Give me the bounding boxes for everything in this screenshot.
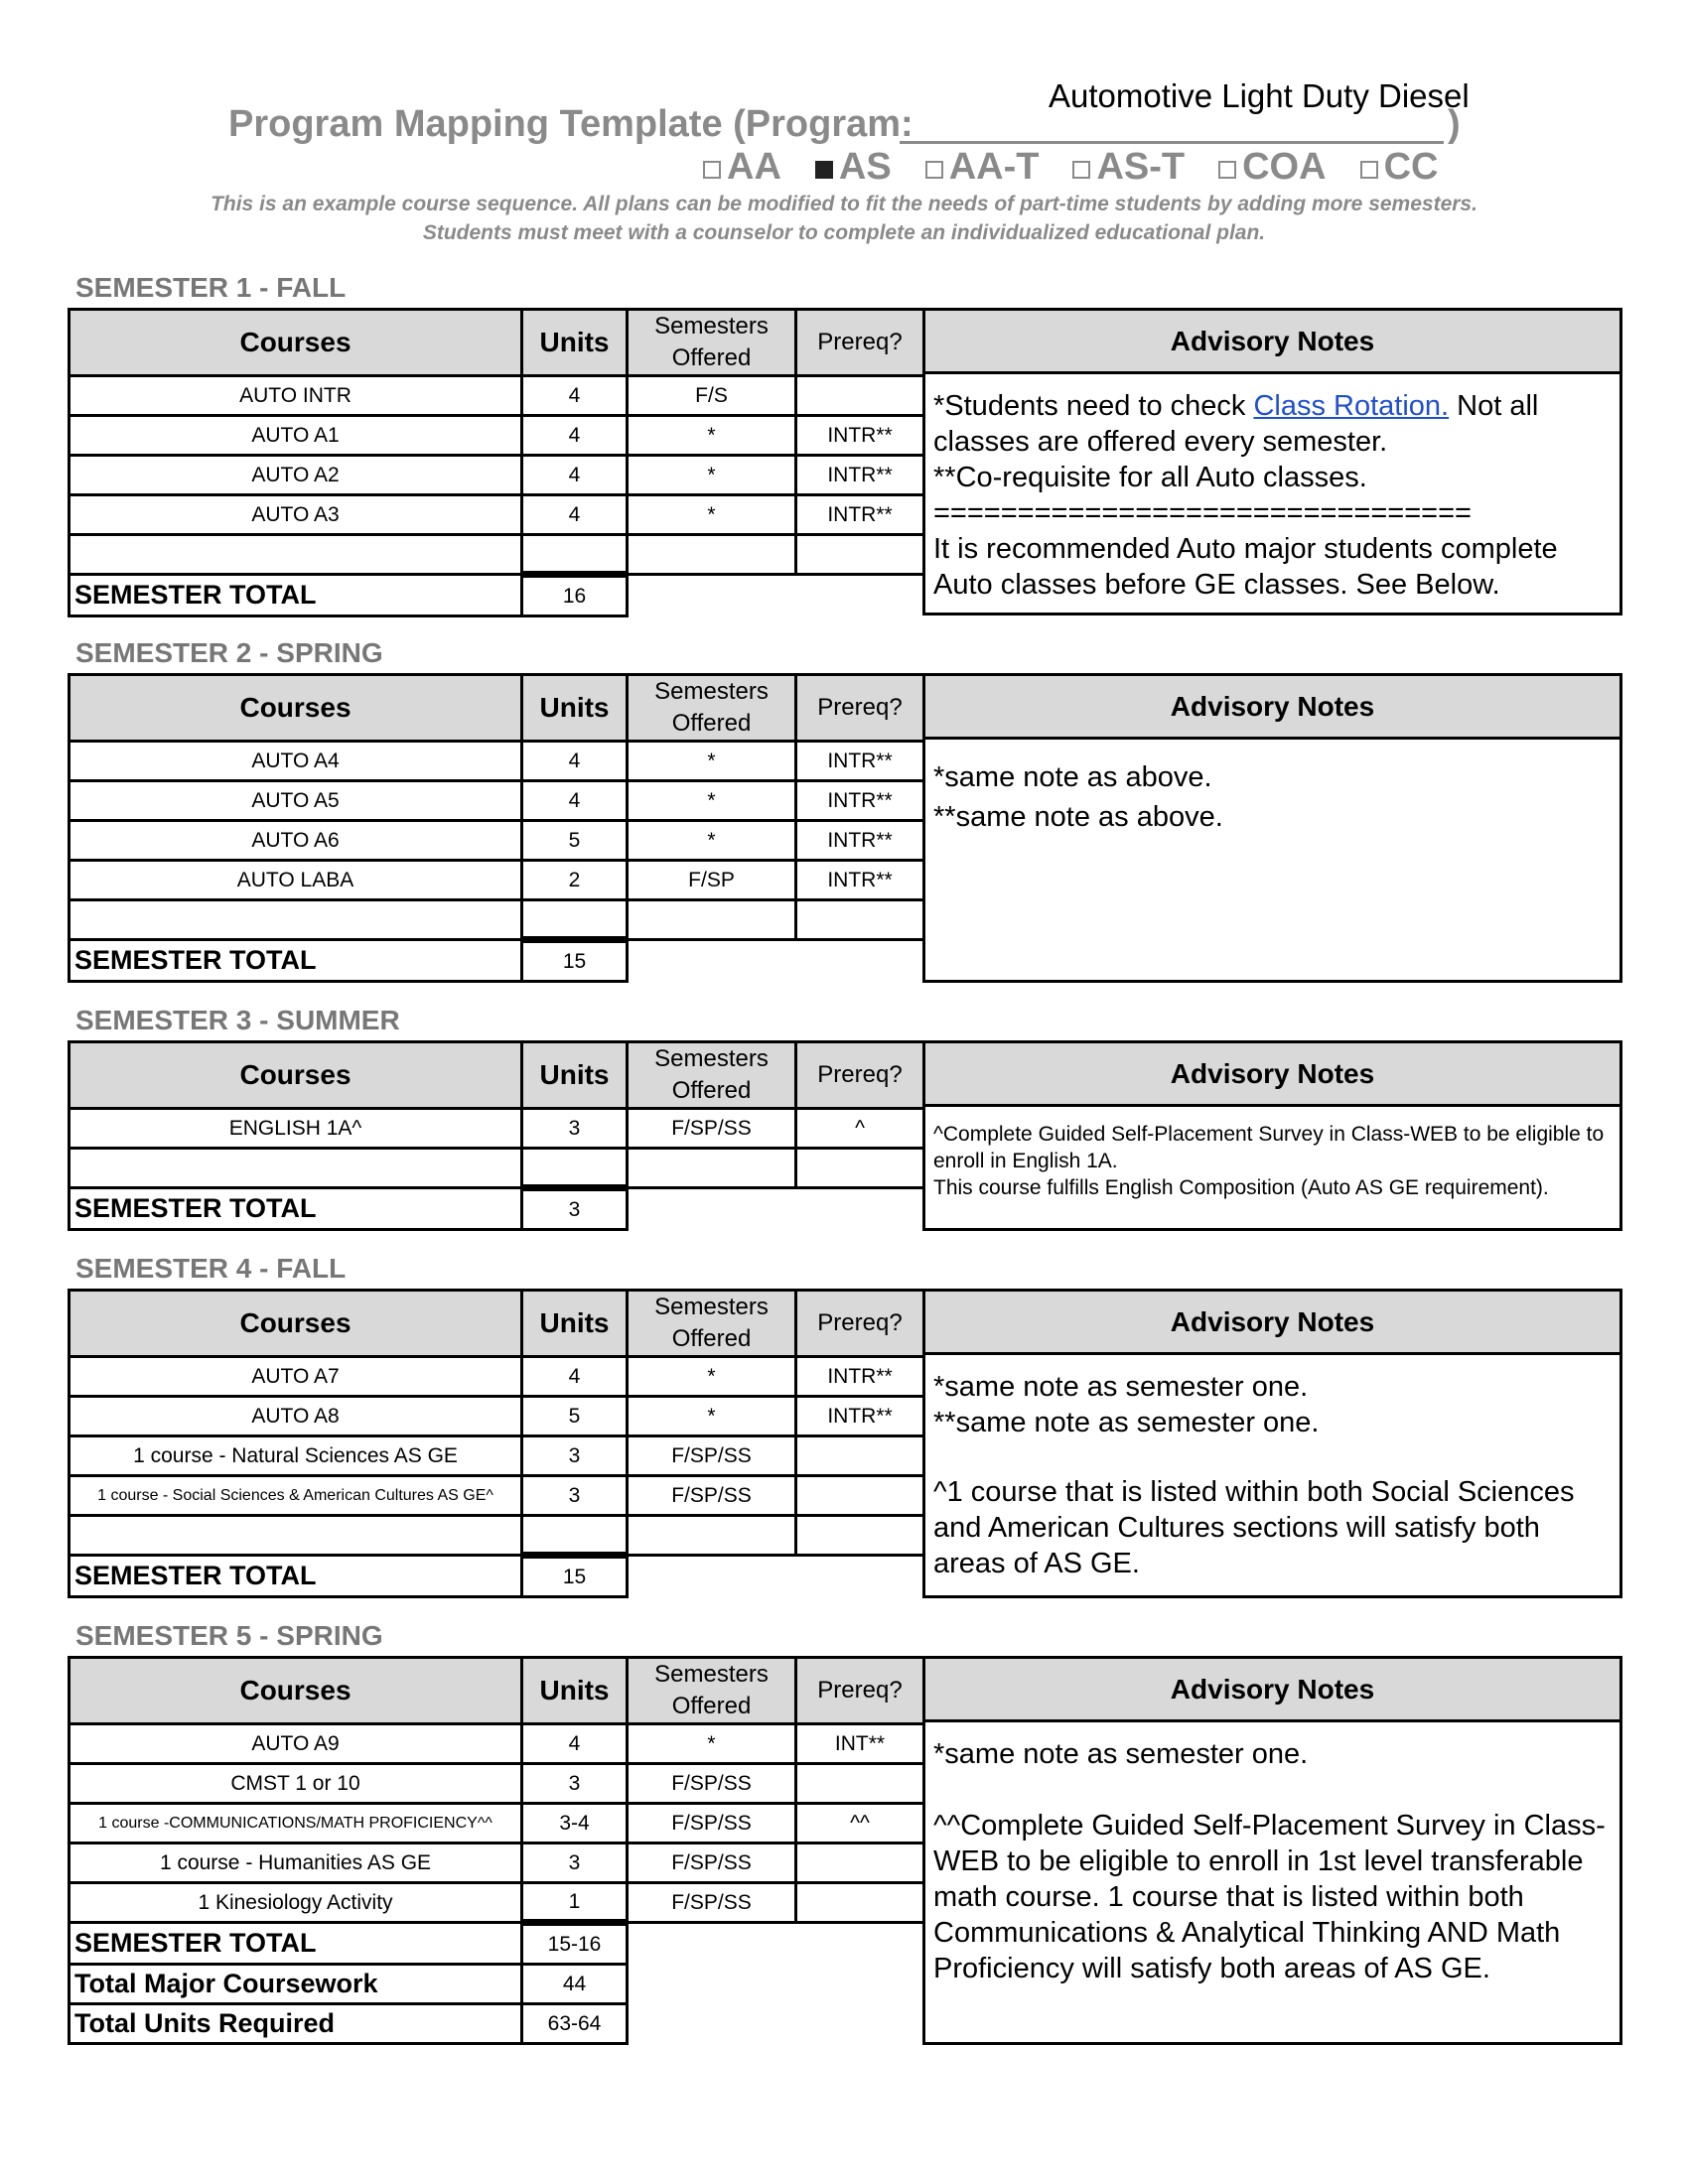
header-units: Units bbox=[522, 1658, 628, 1724]
note-line: *same note as semester one. bbox=[933, 1738, 1309, 1770]
semester-total-label: SEMESTER TOTAL bbox=[70, 575, 522, 616]
units-cell: 3 bbox=[522, 1843, 628, 1883]
course-table bbox=[68, 1656, 925, 2045]
table-header-row bbox=[70, 675, 924, 742]
semester-total-label: SEMESTER TOTAL bbox=[70, 1556, 522, 1597]
course-table bbox=[68, 1289, 925, 1598]
offered-cell: * bbox=[628, 742, 796, 781]
course-cell: AUTO A8 bbox=[70, 1397, 522, 1436]
offered-cell: * bbox=[628, 781, 796, 821]
note-line: It is recommended Auto major students complete Auto classes before GE classes. See Below. bbox=[933, 533, 1558, 601]
offered-cell bbox=[628, 1516, 796, 1556]
header-prereq: Prereq? bbox=[796, 1042, 924, 1109]
prereq-cell bbox=[796, 1843, 924, 1883]
course-cell: AUTO A6 bbox=[70, 821, 522, 861]
course-cell: AUTO A1 bbox=[70, 416, 522, 456]
semester-title: SEMESTER 1 - FALL bbox=[75, 272, 347, 303]
prereq-cell bbox=[796, 1149, 924, 1188]
header-units: Units bbox=[522, 310, 628, 376]
prereq-cell: INTR** bbox=[796, 781, 924, 821]
units-cell: 2 bbox=[522, 861, 628, 900]
note-text: Not all classes are offered every semester. bbox=[933, 390, 1539, 458]
units-cell: 4 bbox=[522, 495, 628, 535]
semester-total-value: 15-16 bbox=[522, 1923, 628, 1965]
course-cell: AUTO A9 bbox=[70, 1724, 522, 1764]
units-cell: 4 bbox=[522, 376, 628, 416]
empty-cell bbox=[628, 1923, 796, 1965]
table-header-row bbox=[70, 310, 924, 376]
offered-cell bbox=[628, 1149, 796, 1188]
units-cell: 4 bbox=[522, 742, 628, 781]
table-row bbox=[70, 1764, 924, 1804]
semester-total-row bbox=[70, 940, 924, 982]
offered-cell: F/S bbox=[628, 376, 796, 416]
title-closing-paren: ) bbox=[1448, 103, 1461, 145]
empty-cell bbox=[796, 1188, 924, 1230]
semester-3-section bbox=[68, 1003, 1624, 1233]
header-semesters-offered: Semesters Offered bbox=[628, 1291, 796, 1357]
prereq-cell: ^ bbox=[796, 1109, 924, 1149]
units-cell bbox=[522, 535, 628, 575]
degree-label: COA bbox=[1242, 146, 1327, 188]
course-table bbox=[68, 673, 925, 983]
program-name: Automotive Light Duty Diesel bbox=[1049, 77, 1470, 114]
course-cell: AUTO A2 bbox=[70, 456, 522, 495]
total-major-row bbox=[70, 1965, 924, 2004]
degree-option-coa[interactable] bbox=[1218, 146, 1326, 189]
offered-cell: * bbox=[628, 1724, 796, 1764]
table-row bbox=[70, 1843, 924, 1883]
degree-label: CC bbox=[1383, 146, 1439, 188]
semester-5-section bbox=[68, 1618, 1624, 2045]
empty-cell bbox=[796, 2004, 924, 2044]
advisory-notes-box bbox=[922, 1040, 1622, 1231]
total-units-label: Total Units Required bbox=[70, 2004, 522, 2044]
units-cell: 4 bbox=[522, 781, 628, 821]
degree-option-aa-t[interactable] bbox=[925, 146, 1040, 189]
page-title: Program Mapping Template (Program: bbox=[228, 103, 914, 145]
table-row bbox=[70, 416, 924, 456]
note-line: This course fulfills English Composition (Auto AS GE requirement). bbox=[933, 1176, 1549, 1199]
header-prereq: Prereq? bbox=[796, 675, 924, 742]
table-row bbox=[70, 535, 924, 575]
course-cell: 1 Kinesiology Activity bbox=[70, 1883, 522, 1923]
prereq-cell: INTR** bbox=[796, 1357, 924, 1397]
advisory-notes-body bbox=[925, 1107, 1619, 1211]
offered-cell: * bbox=[628, 1397, 796, 1436]
header-units: Units bbox=[522, 1042, 628, 1109]
course-cell: AUTO A3 bbox=[70, 495, 522, 535]
table-row bbox=[70, 742, 924, 781]
total-units-value: 63-64 bbox=[522, 2004, 628, 2044]
degree-label: AS-T bbox=[1096, 146, 1186, 188]
offered-cell: * bbox=[628, 456, 796, 495]
offered-cell: F/SP/SS bbox=[628, 1883, 796, 1923]
advisory-notes-body bbox=[925, 1355, 1619, 1591]
note-separator: ================================ bbox=[933, 497, 1472, 529]
units-cell: 3 bbox=[522, 1764, 628, 1804]
table-header-row bbox=[70, 1042, 924, 1109]
advisory-notes-body bbox=[925, 374, 1619, 613]
course-cell: 1 course - Natural Sciences AS GE bbox=[70, 1436, 522, 1476]
empty-cell bbox=[628, 1965, 796, 2004]
offered-cell: F/SP/SS bbox=[628, 1804, 796, 1843]
semester-1-section bbox=[68, 270, 1624, 617]
units-cell: 4 bbox=[522, 456, 628, 495]
prereq-cell: INTR** bbox=[796, 495, 924, 535]
offered-cell: F/SP/SS bbox=[628, 1476, 796, 1516]
offered-cell: F/SP bbox=[628, 861, 796, 900]
units-cell: 5 bbox=[522, 821, 628, 861]
note-line: ^^Complete Guided Self-Placement Survey in Class-WEB to be eligible to enroll in 1st level transferable math course. 1 course that is listed within both Communications & Analytical Thinking AND Math Proficiency will satisfy both areas of AS GE. bbox=[933, 1810, 1606, 1984]
header-courses: Courses bbox=[70, 1291, 522, 1357]
units-cell: 5 bbox=[522, 1397, 628, 1436]
semester-title: SEMESTER 3 - SUMMER bbox=[75, 1005, 400, 1035]
checkbox-icon[interactable] bbox=[1360, 161, 1378, 179]
prereq-cell: INTR** bbox=[796, 416, 924, 456]
prereq-cell bbox=[796, 1476, 924, 1516]
course-cell: AUTO A7 bbox=[70, 1357, 522, 1397]
header-semesters-offered: Semesters Offered bbox=[628, 1042, 796, 1109]
course-cell: 1 course - Humanities AS GE bbox=[70, 1843, 522, 1883]
prereq-cell: INTR** bbox=[796, 821, 924, 861]
advisory-notes-header: Advisory Notes bbox=[925, 676, 1619, 740]
semester-total-row bbox=[70, 1188, 924, 1230]
course-table bbox=[68, 308, 925, 617]
prereq-cell: INT** bbox=[796, 1724, 924, 1764]
table-row bbox=[70, 376, 924, 416]
table-row bbox=[70, 861, 924, 900]
advisory-notes-header: Advisory Notes bbox=[925, 1043, 1619, 1107]
prereq-cell: ^^ bbox=[796, 1804, 924, 1843]
prereq-cell: INTR** bbox=[796, 1397, 924, 1436]
units-cell: 1 bbox=[522, 1883, 628, 1923]
prereq-cell bbox=[796, 376, 924, 416]
course-cell bbox=[70, 900, 522, 940]
empty-cell bbox=[628, 1188, 796, 1230]
course-cell: ENGLISH 1A^ bbox=[70, 1109, 522, 1149]
advisory-notes-body bbox=[925, 740, 1619, 847]
units-cell: 3-4 bbox=[522, 1804, 628, 1843]
semester-total-value: 16 bbox=[522, 575, 628, 616]
empty-cell bbox=[796, 940, 924, 982]
prereq-cell bbox=[796, 1516, 924, 1556]
header-prereq: Prereq? bbox=[796, 1291, 924, 1357]
checkbox-icon[interactable] bbox=[703, 161, 721, 179]
header-prereq: Prereq? bbox=[796, 310, 924, 376]
advisory-notes-header: Advisory Notes bbox=[925, 1659, 1619, 1722]
advisory-notes-box bbox=[922, 673, 1622, 983]
empty-cell bbox=[796, 575, 924, 616]
empty-cell bbox=[628, 2004, 796, 2044]
degree-type-options bbox=[703, 146, 1438, 189]
header-courses: Courses bbox=[70, 675, 522, 742]
prereq-cell bbox=[796, 535, 924, 575]
table-header-row bbox=[70, 1291, 924, 1357]
offered-cell: F/SP/SS bbox=[628, 1764, 796, 1804]
units-cell bbox=[522, 1516, 628, 1556]
units-cell: 4 bbox=[522, 1724, 628, 1764]
course-cell: CMST 1 or 10 bbox=[70, 1764, 522, 1804]
table-row bbox=[70, 900, 924, 940]
empty-cell bbox=[628, 940, 796, 982]
header-units: Units bbox=[522, 675, 628, 742]
total-units-row bbox=[70, 2004, 924, 2044]
empty-cell bbox=[796, 1965, 924, 2004]
advisory-notes-body bbox=[925, 1722, 1619, 1996]
header-semesters-offered: Semesters Offered bbox=[628, 1658, 796, 1724]
table-row bbox=[70, 1397, 924, 1436]
prereq-cell bbox=[796, 1436, 924, 1476]
course-cell: 1 course -COMMUNICATIONS/MATH PROFICIENCY^^ bbox=[70, 1804, 522, 1843]
degree-label: AS bbox=[838, 146, 892, 188]
table-row bbox=[70, 1357, 924, 1397]
offered-cell: * bbox=[628, 1357, 796, 1397]
table-row bbox=[70, 781, 924, 821]
units-cell: 3 bbox=[522, 1476, 628, 1516]
course-cell bbox=[70, 1149, 522, 1188]
table-row bbox=[70, 1724, 924, 1764]
prereq-cell bbox=[796, 1883, 924, 1923]
table-row bbox=[70, 1149, 924, 1188]
intro-line-2: Students must meet with a counselor to complete an individualized educational plan. bbox=[422, 221, 1266, 244]
units-cell bbox=[522, 1149, 628, 1188]
units-cell: 4 bbox=[522, 1357, 628, 1397]
units-cell: 3 bbox=[522, 1436, 628, 1476]
offered-cell: F/SP/SS bbox=[628, 1436, 796, 1476]
course-cell bbox=[70, 535, 522, 575]
advisory-notes-box bbox=[922, 1656, 1622, 2045]
table-row bbox=[70, 1436, 924, 1476]
table-row bbox=[70, 456, 924, 495]
course-cell: AUTO A5 bbox=[70, 781, 522, 821]
advisory-notes-header: Advisory Notes bbox=[925, 311, 1619, 374]
note-line: **same note as above. bbox=[933, 801, 1223, 833]
semester-total-label: SEMESTER TOTAL bbox=[70, 940, 522, 982]
semester-total-label: SEMESTER TOTAL bbox=[70, 1188, 522, 1230]
prereq-cell: INTR** bbox=[796, 861, 924, 900]
header-courses: Courses bbox=[70, 310, 522, 376]
course-cell: AUTO INTR bbox=[70, 376, 522, 416]
semester-total-row bbox=[70, 1923, 924, 1965]
checkbox-icon[interactable] bbox=[925, 161, 943, 179]
offered-cell bbox=[628, 900, 796, 940]
semester-title: SEMESTER 5 - SPRING bbox=[75, 1620, 383, 1651]
offered-cell: F/SP/SS bbox=[628, 1843, 796, 1883]
semester-total-label: SEMESTER TOTAL bbox=[70, 1923, 522, 1965]
semester-2-section bbox=[68, 635, 1624, 985]
semester-4-section bbox=[68, 1251, 1624, 1600]
page-header bbox=[0, 0, 1688, 258]
course-cell: AUTO LABA bbox=[70, 861, 522, 900]
units-cell: 3 bbox=[522, 1109, 628, 1149]
note-line: **same note as semester one. bbox=[933, 1407, 1320, 1438]
note-line: *same note as above. bbox=[933, 761, 1212, 793]
semester-total-value: 3 bbox=[522, 1188, 628, 1230]
prereq-cell: INTR** bbox=[796, 742, 924, 781]
table-row bbox=[70, 1109, 924, 1149]
header-courses: Courses bbox=[70, 1042, 522, 1109]
course-cell bbox=[70, 1516, 522, 1556]
advisory-notes-header: Advisory Notes bbox=[925, 1292, 1619, 1355]
semester-title: SEMESTER 4 - FALL bbox=[75, 1253, 347, 1284]
program-underline bbox=[900, 141, 1444, 144]
degree-option-as-t[interactable] bbox=[1072, 146, 1185, 189]
degree-option-cc[interactable] bbox=[1360, 146, 1439, 189]
semester-title: SEMESTER 2 - SPRING bbox=[75, 637, 383, 668]
total-major-value: 44 bbox=[522, 1965, 628, 2004]
advisory-notes-box bbox=[922, 1289, 1622, 1598]
course-cell: 1 course - Social Sciences & American Cultures AS GE^ bbox=[70, 1476, 522, 1516]
degree-option-as[interactable] bbox=[815, 146, 892, 189]
header-semesters-offered: Semesters Offered bbox=[628, 310, 796, 376]
total-major-label: Total Major Coursework bbox=[70, 1965, 522, 2004]
degree-label: AA-T bbox=[948, 146, 1040, 188]
course-cell: AUTO A4 bbox=[70, 742, 522, 781]
empty-cell bbox=[796, 1556, 924, 1597]
empty-cell bbox=[628, 575, 796, 616]
offered-cell: F/SP/SS bbox=[628, 1109, 796, 1149]
table-header-row bbox=[70, 1658, 924, 1724]
table-row bbox=[70, 1516, 924, 1556]
table-row bbox=[70, 495, 924, 535]
header-units: Units bbox=[522, 1291, 628, 1357]
checkbox-icon[interactable] bbox=[1218, 161, 1236, 179]
course-table bbox=[68, 1040, 925, 1231]
table-row bbox=[70, 1883, 924, 1923]
note-line: *same note as semester one. bbox=[933, 1371, 1309, 1403]
offered-cell: * bbox=[628, 495, 796, 535]
empty-cell bbox=[628, 1556, 796, 1597]
intro-line-1: This is an example course sequence. All plans can be modified to fit the needs of part-time students by adding more semesters. bbox=[211, 193, 1477, 215]
empty-cell bbox=[796, 1923, 924, 1965]
checkbox-checked-icon[interactable] bbox=[815, 161, 833, 179]
offered-cell: * bbox=[628, 416, 796, 456]
checkbox-icon[interactable] bbox=[1072, 161, 1090, 179]
header-semesters-offered: Semesters Offered bbox=[628, 675, 796, 742]
offered-cell: * bbox=[628, 821, 796, 861]
header-prereq: Prereq? bbox=[796, 1658, 924, 1724]
header-courses: Courses bbox=[70, 1658, 522, 1724]
semester-total-value: 15 bbox=[522, 1556, 628, 1597]
semester-total-row bbox=[70, 575, 924, 616]
degree-label: AA bbox=[727, 146, 781, 188]
offered-cell bbox=[628, 535, 796, 575]
semester-total-value: 15 bbox=[522, 940, 628, 982]
table-row bbox=[70, 821, 924, 861]
note-line: ^Complete Guided Self-Placement Survey in Class-WEB to be eligible to enroll in English 1A. bbox=[933, 1123, 1605, 1172]
units-cell: 4 bbox=[522, 416, 628, 456]
units-cell bbox=[522, 900, 628, 940]
semester-total-row bbox=[70, 1556, 924, 1597]
table-row bbox=[70, 1804, 924, 1843]
note-line: ^1 course that is listed within both Social Sciences and American Cultures sections will satisfy both areas of AS GE. bbox=[933, 1476, 1575, 1579]
advisory-notes-box bbox=[922, 308, 1622, 615]
table-row bbox=[70, 1476, 924, 1516]
prereq-cell: INTR** bbox=[796, 456, 924, 495]
note-text: *Students need to check bbox=[933, 390, 1254, 422]
degree-option-aa[interactable] bbox=[703, 146, 781, 189]
class-rotation-link[interactable]: Class Rotation. bbox=[1253, 390, 1450, 422]
prereq-cell bbox=[796, 900, 924, 940]
note-line: **Co-requisite for all Auto classes. bbox=[933, 462, 1367, 493]
prereq-cell bbox=[796, 1764, 924, 1804]
